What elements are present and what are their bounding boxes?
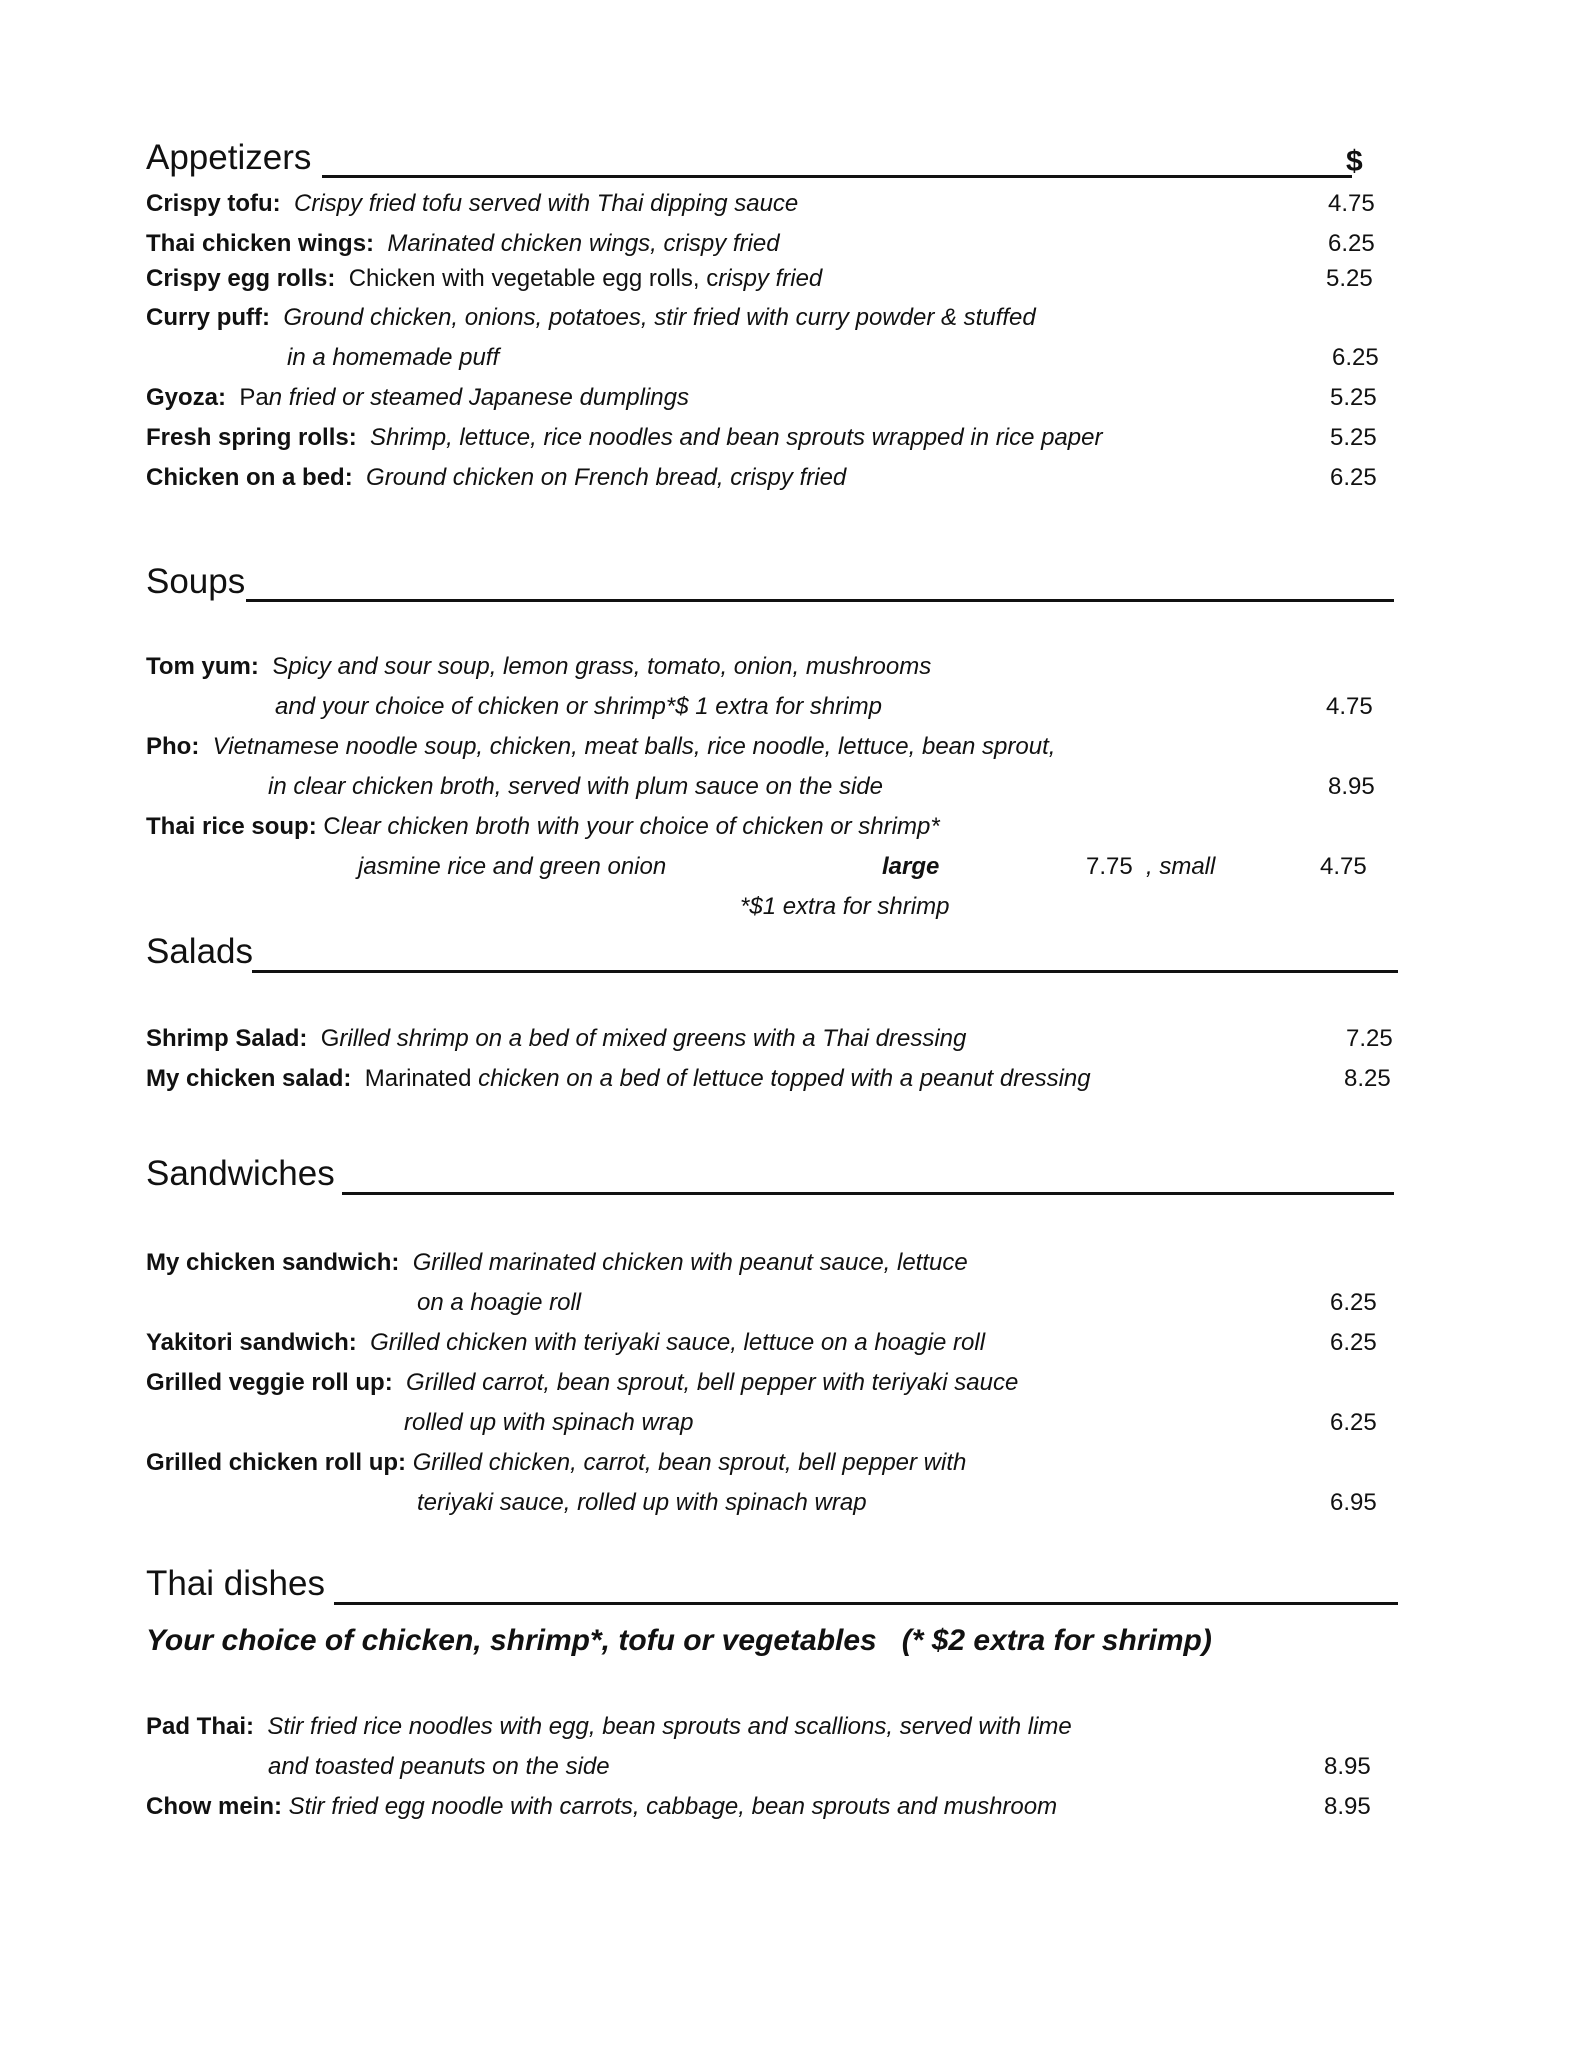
menu-item: Gyoza: Pan fried or steamed Japanese dumplings [146, 384, 689, 411]
menu-item-continued: in a homemade puff [287, 344, 500, 371]
item-price: 6.25 [1332, 344, 1379, 371]
appetizers-rule [322, 175, 1352, 178]
salads-heading: Salads [146, 932, 254, 971]
item-price: 6.25 [1330, 1329, 1377, 1356]
item-price: 4.75 [1328, 190, 1375, 217]
size-small-price: 4.75 [1320, 853, 1367, 880]
currency-symbol: $ [1346, 145, 1363, 178]
shrimp-extra-note: *$1 extra for shrimp [740, 893, 950, 920]
size-large-price: 7.75 [1086, 853, 1133, 880]
menu-item: Shrimp Salad: Grilled shrimp on a bed of mixed greens with a Thai dressing [146, 1025, 967, 1052]
menu-item-continued: and toasted peanuts on the side [268, 1753, 610, 1780]
item-price: 6.25 [1330, 1289, 1377, 1316]
menu-item-continued: in clear chicken broth, served with plum sauce on the side [268, 773, 883, 800]
item-price: 7.25 [1346, 1025, 1393, 1052]
item-price: 6.25 [1330, 464, 1377, 491]
appetizers-heading: Appetizers [146, 138, 312, 177]
menu-item: Crispy egg rolls: Chicken with vegetable egg rolls, crispy fried [146, 265, 823, 292]
item-price: 6.25 [1328, 230, 1375, 257]
item-price: 6.95 [1330, 1489, 1377, 1516]
sandwiches-rule [342, 1192, 1394, 1195]
menu-item-continued: and your choice of chicken or shrimp*$ 1 extra for shrimp [275, 693, 882, 720]
soups-heading: Soups [146, 562, 246, 601]
menu-item: My chicken salad: Marinated chicken on a bed of lettuce topped with a peanut dressing [146, 1065, 1091, 1092]
protein-choice-note: Your choice of chicken, shrimp*, tofu or vegetables (* $2 extra for shrimp) [146, 1624, 1212, 1657]
item-price: 8.95 [1324, 1793, 1371, 1820]
menu-item-continued: rolled up with spinach wrap [404, 1409, 694, 1436]
menu-item: Yakitori sandwich: Grilled chicken with teriyaki sauce, lettuce on a hoagie roll [146, 1329, 986, 1356]
menu-item: Grilled chicken roll up: Grilled chicken, carrot, bean sprout, bell pepper with [146, 1449, 967, 1476]
size-large-label: large [882, 853, 940, 880]
menu-item: Curry puff: Ground chicken, onions, potatoes, stir fried with curry powder & stuffed [146, 304, 1036, 331]
menu-item-continued: teriyaki sauce, rolled up with spinach wrap [417, 1489, 867, 1516]
menu-item: Thai chicken wings: Marinated chicken wings, crispy fried [146, 230, 780, 257]
item-price: 8.25 [1344, 1065, 1391, 1092]
menu-item: Pad Thai: Stir fried rice noodles with egg, bean sprouts and scallions, served with lime [146, 1713, 1072, 1740]
menu-item: Pho: Vietnamese noodle soup, chicken, meat balls, rice noodle, lettuce, bean sprout, [146, 733, 1056, 760]
menu-item: Chicken on a bed: Ground chicken on French bread, crispy fried [146, 464, 847, 491]
item-price: 4.75 [1326, 693, 1373, 720]
thai-dishes-rule [334, 1602, 1398, 1605]
thai-dishes-heading: Thai dishes [146, 1564, 325, 1603]
menu-item: Tom yum: Spicy and sour soup, lemon grass, tomato, onion, mushrooms [146, 653, 932, 680]
menu-item: Grilled veggie roll up: Grilled carrot, bean sprout, bell pepper with teriyaki sauce [146, 1369, 1019, 1396]
item-price: 5.25 [1330, 424, 1377, 451]
menu-item: Chow mein: Stir fried egg noodle with carrots, cabbage, bean sprouts and mushroom [146, 1793, 1058, 1820]
item-price: 5.25 [1330, 384, 1377, 411]
menu-item: Crispy tofu: Crispy fried tofu served with Thai dipping sauce [146, 190, 799, 217]
sandwiches-heading: Sandwiches [146, 1154, 335, 1193]
menu-item-continued: on a hoagie roll [417, 1289, 582, 1316]
menu-item-continued: jasmine rice and green onion [358, 853, 667, 880]
menu-item: Thai rice soup: Clear chicken broth with your choice of chicken or shrimp* [146, 813, 940, 840]
menu-item: Fresh spring rolls: Shrimp, lettuce, rice noodles and bean sprouts wrapped in rice paper [146, 424, 1103, 451]
menu-item: My chicken sandwich: Grilled marinated chicken with peanut sauce, lettuce [146, 1249, 968, 1276]
soups-rule [246, 599, 1394, 602]
item-price: 5.25 [1326, 265, 1373, 292]
item-price: 8.95 [1328, 773, 1375, 800]
item-price: 6.25 [1330, 1409, 1377, 1436]
salads-rule [252, 970, 1398, 973]
item-price: 8.95 [1324, 1753, 1371, 1780]
size-small-label: , small [1146, 853, 1216, 880]
